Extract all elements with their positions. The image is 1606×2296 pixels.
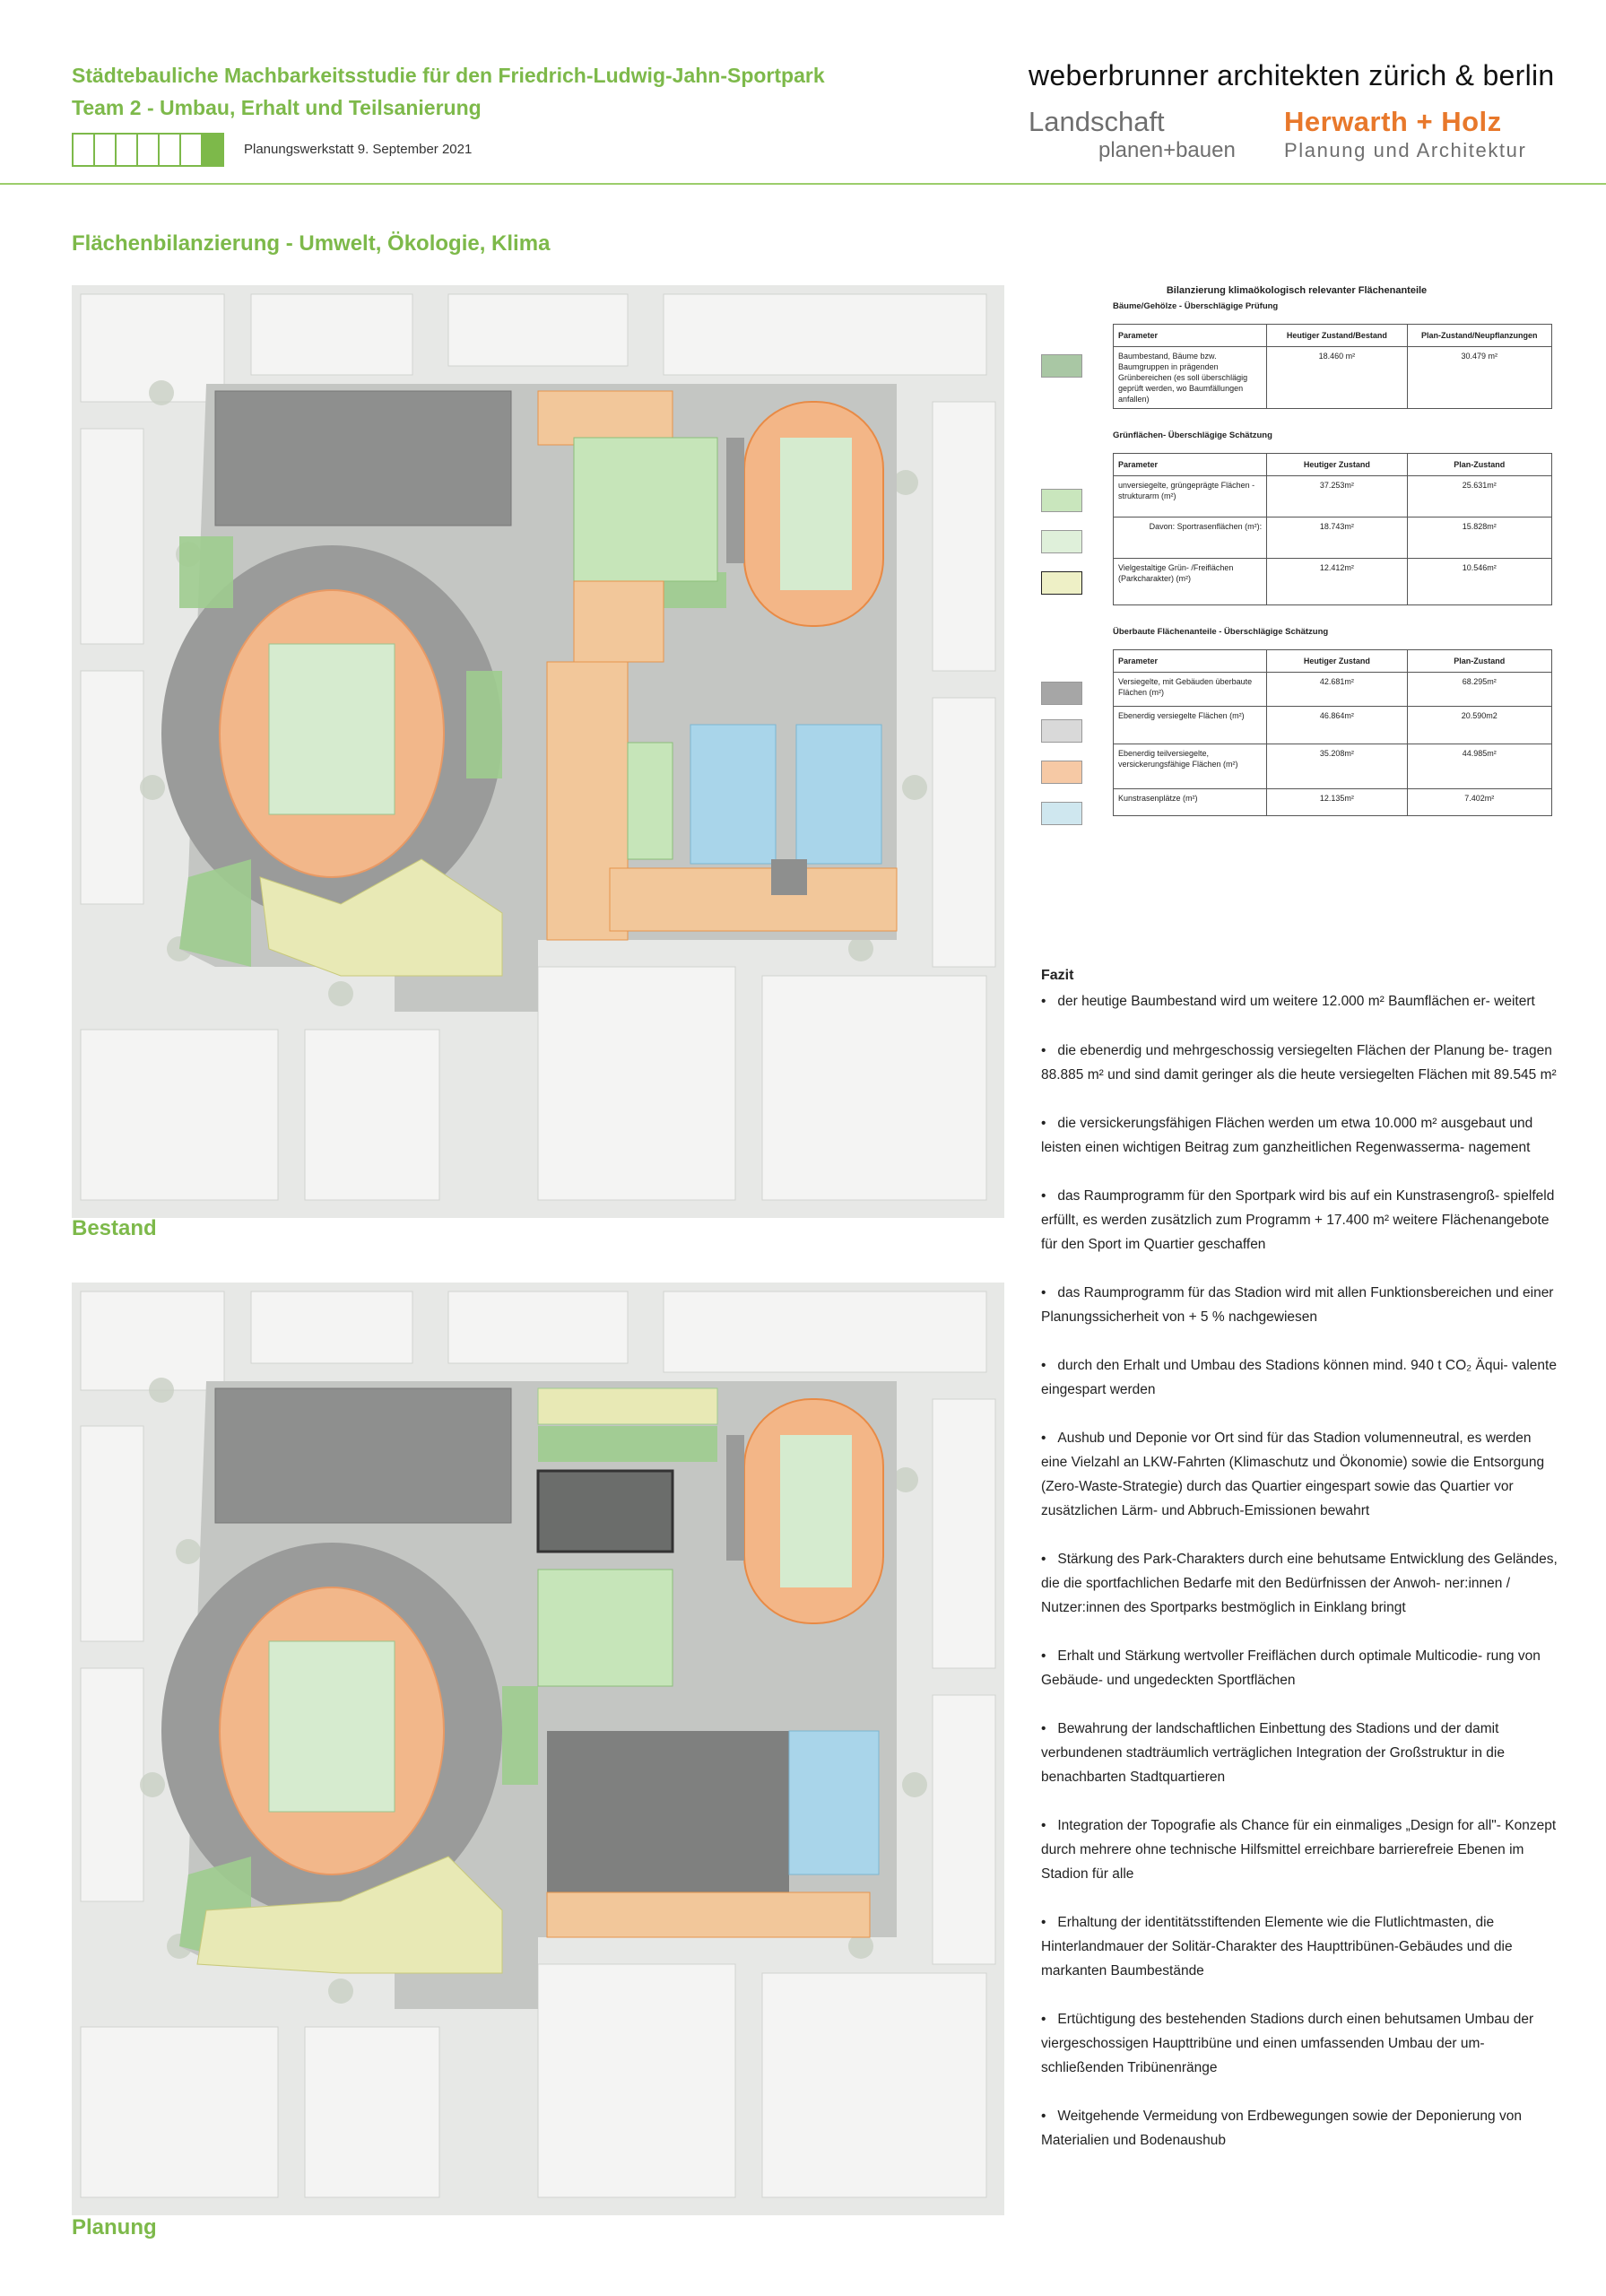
trees-header-param: Parameter bbox=[1114, 325, 1267, 347]
table-row bbox=[1114, 789, 1552, 816]
fazit-item: • Aushub und Deponie vor Ort sind für das Stadion volumenneutral, es werden eine Vielzahl an LKW-Fahrten (Klimaschutz und Ökonomie) sowie die Entsorgung (Zero-Waste-Strategie) durch das Quartier eingespart sowie das Quartier vor zusätzlichen Lärm- und Abbruch-Emissionen bewahrt bbox=[1041, 1431, 1545, 1518]
progress-box bbox=[158, 133, 181, 167]
built-row0-plan: 68.295m² bbox=[1407, 673, 1551, 707]
built-header-now: Heutiger Zustand bbox=[1267, 650, 1407, 673]
green-row1-now: 18.743m² bbox=[1267, 517, 1407, 559]
trees-row0-plan: 30.479 m² bbox=[1407, 347, 1551, 409]
fazit-item-text: Integration der Topografie als Chance für ein einmaliges „Design for all"- Konzept durch mehrere ohne technische Hilfsmittel erreichbare barrierefreie Ebenen im Stadion für alle bbox=[1041, 1818, 1557, 1882]
fazit-item: • Bewahrung der landschaftlichen Einbettung des Stadions und der damit verbundenen stadträumlich verträglichen Integration der Großstruktur in die benachbarten Stadtquartieren bbox=[1041, 1721, 1505, 1785]
fazit-item-text: Stärkung des Park-Charakters durch eine behutsame Entwicklung des Geländes, die die sportfachlichen Bedarfe mit den Bedürfnissen der Anwoh- ner:innen / Nutzer:innen des Sportparks bestmöglich in Einklang bringt bbox=[1041, 1552, 1558, 1615]
map-label-bestand: Bestand bbox=[72, 1216, 157, 1240]
firm-name: weberbrunner architekten zürich & berlin bbox=[1029, 59, 1555, 91]
fazit-item-text: Erhaltung der identitätsstiftenden Elemente wie die Flutlichtmasten, die Hinterlandmauer der Solitär-Charakter des Haupttribünen-Gebäudes und die markanten Baumbestände bbox=[1041, 1915, 1513, 1979]
legend-swatch-sportrasen bbox=[1041, 530, 1082, 553]
map-label-planung: Planung bbox=[72, 2215, 157, 2239]
green-table bbox=[1113, 453, 1552, 605]
trees-row0-now: 18.460 m² bbox=[1267, 347, 1407, 409]
header-title bbox=[72, 59, 825, 124]
site-plan-planung bbox=[72, 1283, 1004, 2215]
legend-swatch-green bbox=[1041, 489, 1082, 512]
fazit-item-text: Ertüchtigung des bestehenden Stadions durch einen behutsamen Umbau der viergeschossigen Haupttribüne und einen umfassenden Umbau der um- schließenden Tribünenränge bbox=[1041, 2012, 1534, 2075]
fazit-item: • Ertüchtigung des bestehenden Stadions durch einen behutsamen Umbau der viergeschossigen Haupttribüne und einen umfassenden Umbau der um- schließenden Tribünenränge bbox=[1041, 2012, 1534, 2075]
green-table-block bbox=[1041, 453, 1552, 605]
fazit-item: • der heutige Baumbestand wird um weitere 12.000 m² Baumflächen er- weitert bbox=[1041, 994, 1535, 1009]
progress-box bbox=[179, 133, 203, 167]
fazit-item: • durch den Erhalt und Umbau des Stadions können mind. 940 t CO₂ Äqui- valente eingespart werden bbox=[1041, 1358, 1557, 1397]
table-row bbox=[1114, 476, 1552, 517]
table-row bbox=[1114, 673, 1552, 707]
fazit-item-text: Bewahrung der landschaftlichen Einbettung des Stadions und der damit verbundenen stadträumlich verträglichen Integration der Großstruktur in die benachbarten Stadtquartieren bbox=[1041, 1721, 1505, 1785]
green-header-plan: Plan-Zustand bbox=[1407, 454, 1551, 476]
green-row0-param: unversiegelte, grüngeprägte Flächen - strukturarm (m²) bbox=[1114, 476, 1267, 517]
table-row bbox=[1114, 517, 1552, 559]
section-title: Flächenbilanzierung - Umwelt, Ökologie, Klima bbox=[72, 231, 551, 256]
progress-box bbox=[72, 133, 95, 167]
site-plan-planung-drawing bbox=[72, 1283, 1004, 2215]
built-row1-plan: 20.590m2 bbox=[1407, 707, 1551, 744]
fazit-item: • die versickerungsfähigen Flächen werden um etwa 10.000 m² ausgebaut und leisten einen wichtigen Beitrag zum ganzheitlichen Regenwasserma- nagement bbox=[1041, 1116, 1533, 1155]
green-table-title: Grünflächen- Überschlägige Schätzung bbox=[1113, 430, 1272, 440]
herwarth-holz-logo: Herwarth + Holz bbox=[1284, 106, 1502, 137]
fazit-item-text: die versickerungsfähigen Flächen werden um etwa 10.000 m² ausgebaut und leisten einen wichtigen Beitrag zum ganzheitlichen Regenwasserma- nagement bbox=[1041, 1116, 1533, 1155]
progress-box bbox=[115, 133, 138, 167]
header-title-line2: Team 2 - Umbau, Erhalt und Teilsanierung bbox=[72, 96, 482, 119]
built-table bbox=[1113, 649, 1552, 816]
built-row2-now: 35.208m² bbox=[1267, 744, 1407, 789]
green-row1-plan: 15.828m² bbox=[1407, 517, 1551, 559]
table-row bbox=[1114, 744, 1552, 789]
header-divider bbox=[0, 183, 1606, 185]
fazit-item: • die ebenerdig und mehrgeschossig versiegelten Flächen der Planung be- tragen 88.885 m² und sind damit geringer als die heute versiegelten Flächen mit 89.545 m² bbox=[1041, 1043, 1557, 1083]
built-row0-param: Versiegelte, mit Gebäuden überbaute Flächen (m²) bbox=[1114, 673, 1267, 707]
built-row3-plan: 7.402m² bbox=[1407, 789, 1551, 816]
fazit-item: • Erhaltung der identitätsstiftenden Elemente wie die Flutlichtmasten, die Hinterlandmauer der Solitär-Charakter des Haupttribünen-Gebäudes und die markanten Baumbestände bbox=[1041, 1915, 1513, 1979]
table-row bbox=[1114, 707, 1552, 744]
fazit-item-text: Weitgehende Vermeidung von Erdbewegungen sowie der Deponierung von Materialien und Bodenaushub bbox=[1041, 2109, 1522, 2148]
built-table-block bbox=[1041, 649, 1552, 816]
fazit-item-text: Aushub und Deponie vor Ort sind für das Stadion volumenneutral, es werden eine Vielzahl an LKW-Fahrten (Klimaschutz und Ökonomie) sowie die Entsorgung (Zero-Waste-Strategie) durch das Quartier eingespart sowie das Quartier vor zusätzlichen Lärm- und Abbruch-Emissionen bewahrt bbox=[1041, 1431, 1545, 1518]
fazit bbox=[1041, 963, 1561, 2177]
trees-row0-param: Baumbestand, Bäume bzw. Baumgruppen in prägenden Grünbereichen (es soll überschlägig geprüft werden, wo Baumfällungen anfallen) bbox=[1114, 347, 1267, 409]
table-main-title: Bilanzierung klimaökologisch relevanter Flächenanteile bbox=[1166, 285, 1428, 296]
built-row3-now: 12.135m² bbox=[1267, 789, 1407, 816]
table-row bbox=[1114, 559, 1552, 605]
herwarth-holz-logo-sub: Planung und Architektur bbox=[1284, 139, 1527, 161]
green-row2-plan: 10.546m² bbox=[1407, 559, 1551, 605]
fazit-item: • das Raumprogramm für das Stadion wird mit allen Funktionsbereichen und einer Planungssicherheit von + 5 % nachgewiesen bbox=[1041, 1285, 1554, 1325]
legend-swatch-artificial-turf bbox=[1041, 802, 1082, 825]
legend-swatch-buildings bbox=[1041, 682, 1082, 705]
fazit-item: • Weitgehende Vermeidung von Erdbewegungen sowie der Deponierung von Materialien und Bodenaushub bbox=[1041, 2109, 1522, 2148]
built-row3-param: Kunstrasenplätze (m²) bbox=[1114, 789, 1267, 816]
header-date: Planungswerkstatt 9. September 2021 bbox=[244, 142, 473, 157]
fazit-item-text: das Raumprogramm für das Stadion wird mit allen Funktionsbereichen und einer Planungssicherheit von + 5 % nachgewiesen bbox=[1041, 1285, 1554, 1325]
green-row0-now: 37.253m² bbox=[1267, 476, 1407, 517]
fazit-item: • Integration der Topografie als Chance für ein einmaliges „Design for all"- Konzept durch mehrere ohne technische Hilfsmittel erreichbare barrierefreie Ebenen im Stadion für alle bbox=[1041, 1818, 1557, 1882]
green-row2-param: Vielgestaltige Grün- /Freiflächen (Parkcharakter) (m²) bbox=[1114, 559, 1267, 605]
trees-table bbox=[1113, 324, 1552, 409]
landschaft-logo: Landschaft bbox=[1029, 106, 1165, 137]
fazit-title: Fazit bbox=[1041, 968, 1074, 983]
trees-header-now: Heutiger Zustand/Bestand bbox=[1267, 325, 1407, 347]
balance-tables bbox=[1041, 285, 1552, 816]
legend-swatch-permeable bbox=[1041, 761, 1082, 784]
built-table-title: Überbaute Flächenanteile - Überschlägige Schätzung bbox=[1113, 627, 1329, 637]
built-row2-plan: 44.985m² bbox=[1407, 744, 1551, 789]
built-row1-now: 46.864m² bbox=[1267, 707, 1407, 744]
trees-table-title: Bäume/Gehölze - Überschlägige Prüfung bbox=[1113, 301, 1279, 311]
fazit-item-text: das Raumprogramm für den Sportpark wird bis auf ein Kunstrasengroß- spielfeld erfüllt, es werden zusätzlich zum Programm + 17.400 m² weitere Flächenangebote für den Sport im Quartier geschaffen bbox=[1041, 1188, 1555, 1252]
fazit-item-text: Erhalt und Stärkung wertvoller Freiflächen durch optimale Multicodie- rung von Gebäude- und ungedeckten Sportflächen bbox=[1041, 1648, 1541, 1688]
fazit-item: • Erhalt und Stärkung wertvoller Freiflächen durch optimale Multicodie- rung von Gebäude- und ungedeckten Sportflächen bbox=[1041, 1648, 1541, 1688]
progress-box bbox=[136, 133, 160, 167]
trees-header-plan: Plan-Zustand/Neupflanzungen bbox=[1407, 325, 1551, 347]
legend-swatch-sealed bbox=[1041, 719, 1082, 743]
landschaft-logo-sub: planen+bauen bbox=[1098, 138, 1236, 162]
table-row bbox=[1114, 347, 1552, 409]
progress-box-active bbox=[201, 133, 224, 167]
fazit-item: • das Raumprogramm für den Sportpark wird bis auf ein Kunstrasengroß- spielfeld erfüllt, es werden zusätzlich zum Programm + 17.400 m² weitere Flächenangebote für den Sport im Quartier geschaffen bbox=[1041, 1188, 1555, 1252]
site-plan-bestand bbox=[72, 285, 1004, 1218]
legend-swatch-trees bbox=[1041, 354, 1082, 378]
fazit-item-text: der heutige Baumbestand wird um weitere 12.000 m² Baumflächen er- weitert bbox=[1057, 994, 1535, 1009]
built-row1-param: Ebenerdig versiegelte Flächen (m²) bbox=[1114, 707, 1267, 744]
trees-table-block bbox=[1041, 324, 1552, 409]
green-row2-now: 12.412m² bbox=[1267, 559, 1407, 605]
site-plan-bestand-drawing bbox=[72, 285, 1004, 1218]
built-row0-now: 42.681m² bbox=[1267, 673, 1407, 707]
fazit-item-text: durch den Erhalt und Umbau des Stadions können mind. 940 t CO₂ Äqui- valente eingespart werden bbox=[1041, 1358, 1557, 1397]
legend-swatch-park bbox=[1041, 571, 1082, 595]
built-header-param: Parameter bbox=[1114, 650, 1267, 673]
progress-boxes bbox=[72, 133, 222, 167]
built-header-plan: Plan-Zustand bbox=[1407, 650, 1551, 673]
green-header-param: Parameter bbox=[1114, 454, 1267, 476]
fazit-item: • Stärkung des Park-Charakters durch eine behutsame Entwicklung des Geländes, die die sportfachlichen Bedarfe mit den Bedürfnissen der Anwoh- ner:innen / Nutzer:innen des Sportparks bestmöglich in Einklang bringt bbox=[1041, 1552, 1558, 1615]
header-title-line1: Städtebauliche Machbarkeitsstudie für den Friedrich-Ludwig-Jahn-Sportpark bbox=[72, 64, 825, 87]
built-row2-param: Ebenerdig teilversiegelte, versickerungsfähige Flächen (m²) bbox=[1114, 744, 1267, 789]
green-header-now: Heutiger Zustand bbox=[1267, 454, 1407, 476]
fazit-item-text: die ebenerdig und mehrgeschossig versiegelten Flächen der Planung be- tragen 88.885 m² und sind damit geringer als die heute versiegelten Flächen mit 89.545 m² bbox=[1041, 1043, 1557, 1083]
green-row1-param: Davon: Sportrasenflächen (m²): bbox=[1114, 517, 1267, 559]
green-row0-plan: 25.631m² bbox=[1407, 476, 1551, 517]
progress-box bbox=[93, 133, 117, 167]
